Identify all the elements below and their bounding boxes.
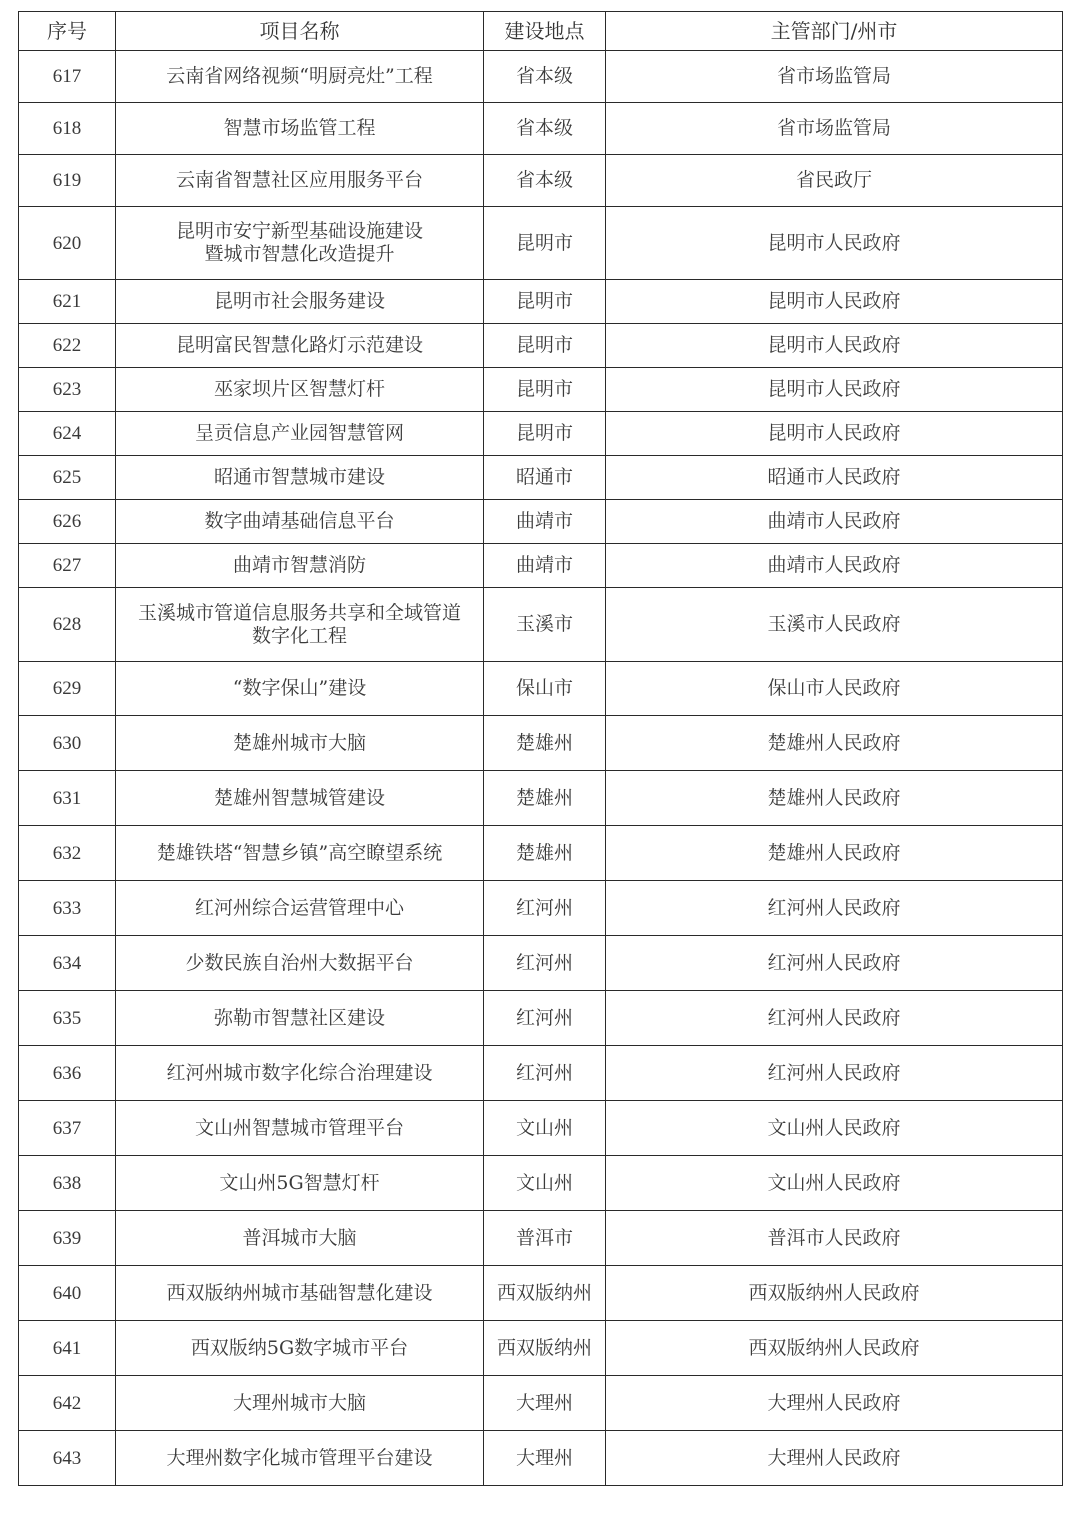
table-row [19, 936, 1063, 991]
table-row [19, 456, 1063, 500]
cell-department: 玉溪市人民政府 [606, 588, 1063, 662]
project-table [18, 11, 1063, 1486]
cell-location: 西双版纳州 [484, 1266, 606, 1321]
cell-serial-number: 626 [19, 500, 116, 544]
cell-project-name: 曲靖市智慧消防 [116, 544, 484, 588]
table-row [19, 368, 1063, 412]
cell-location: 楚雄州 [484, 826, 606, 881]
table-row [19, 662, 1063, 716]
cell-department: 保山市人民政府 [606, 662, 1063, 716]
header-location: 建设地点 [484, 12, 606, 51]
table-header-row [19, 12, 1063, 51]
cell-department: 红河州人民政府 [606, 1046, 1063, 1101]
cell-location: 红河州 [484, 936, 606, 991]
cell-project-name: 弥勒市智慧社区建设 [116, 991, 484, 1046]
cell-project-name: 楚雄铁塔“智慧乡镇”高空瞭望系统 [116, 826, 484, 881]
cell-serial-number: 622 [19, 324, 116, 368]
cell-department: 楚雄州人民政府 [606, 716, 1063, 771]
cell-location: 普洱市 [484, 1211, 606, 1266]
cell-project-name: “数字保山”建设 [116, 662, 484, 716]
cell-department: 红河州人民政府 [606, 881, 1063, 936]
cell-project-name: 大理州城市大脑 [116, 1376, 484, 1431]
cell-location: 曲靖市 [484, 544, 606, 588]
cell-serial-number: 619 [19, 155, 116, 207]
cell-project-name: 普洱城市大脑 [116, 1211, 484, 1266]
cell-project-name: 文山州5G智慧灯杆 [116, 1156, 484, 1211]
cell-department: 昆明市人民政府 [606, 207, 1063, 280]
cell-department: 曲靖市人民政府 [606, 500, 1063, 544]
table-row [19, 280, 1063, 324]
cell-location: 昆明市 [484, 280, 606, 324]
cell-location: 西双版纳州 [484, 1321, 606, 1376]
cell-serial-number: 633 [19, 881, 116, 936]
cell-location: 昆明市 [484, 324, 606, 368]
cell-project-name: 文山州智慧城市管理平台 [116, 1101, 484, 1156]
cell-location: 省本级 [484, 51, 606, 103]
cell-location: 文山州 [484, 1101, 606, 1156]
table-row [19, 412, 1063, 456]
table-row [19, 1211, 1063, 1266]
table-row [19, 1431, 1063, 1486]
cell-location: 保山市 [484, 662, 606, 716]
cell-location: 昆明市 [484, 368, 606, 412]
project-name-line-1: 昆明市安宁新型基础设施建设 [175, 220, 423, 242]
cell-serial-number: 638 [19, 1156, 116, 1211]
table-row [19, 1376, 1063, 1431]
table-row [19, 103, 1063, 155]
table-row [19, 500, 1063, 544]
table-row [19, 1156, 1063, 1211]
cell-location: 红河州 [484, 881, 606, 936]
cell-department: 昆明市人民政府 [606, 368, 1063, 412]
table-row [19, 826, 1063, 881]
cell-serial-number: 628 [19, 588, 116, 662]
cell-project-name: 西双版纳州城市基础智慧化建设 [116, 1266, 484, 1321]
cell-department: 大理州人民政府 [606, 1431, 1063, 1486]
table-row [19, 1101, 1063, 1156]
cell-project-name: 楚雄州智慧城管建设 [116, 771, 484, 826]
cell-department: 楚雄州人民政府 [606, 771, 1063, 826]
cell-department: 曲靖市人民政府 [606, 544, 1063, 588]
cell-serial-number: 630 [19, 716, 116, 771]
cell-department: 西双版纳州人民政府 [606, 1321, 1063, 1376]
cell-serial-number: 620 [19, 207, 116, 280]
cell-location: 大理州 [484, 1376, 606, 1431]
cell-serial-number: 640 [19, 1266, 116, 1321]
cell-project-name: 西双版纳5G数字城市平台 [116, 1321, 484, 1376]
cell-department: 省市场监管局 [606, 51, 1063, 103]
header-department: 主管部门/州市 [606, 12, 1063, 51]
cell-department: 昭通市人民政府 [606, 456, 1063, 500]
table-row [19, 51, 1063, 103]
cell-serial-number: 618 [19, 103, 116, 155]
project-name-line-2: 数字化工程 [251, 624, 347, 647]
cell-department: 昆明市人民政府 [606, 324, 1063, 368]
cell-project-name: 昆明富民智慧化路灯示范建设 [116, 324, 484, 368]
cell-location: 楚雄州 [484, 716, 606, 771]
cell-serial-number: 625 [19, 456, 116, 500]
cell-location: 昆明市 [484, 412, 606, 456]
cell-project-name: 巫家坝片区智慧灯杆 [116, 368, 484, 412]
table-row [19, 991, 1063, 1046]
cell-serial-number: 634 [19, 936, 116, 991]
cell-location: 昆明市 [484, 207, 606, 280]
project-name-line-2: 暨城市智慧化改造提升 [204, 243, 395, 265]
header-serial-number: 序号 [19, 12, 116, 51]
cell-project-name [116, 207, 484, 280]
table-row [19, 588, 1063, 662]
cell-department: 西双版纳州人民政府 [606, 1266, 1063, 1321]
cell-department: 昆明市人民政府 [606, 280, 1063, 324]
cell-serial-number: 639 [19, 1211, 116, 1266]
cell-department: 文山州人民政府 [606, 1156, 1063, 1211]
cell-project-name: 云南省智慧社区应用服务平台 [116, 155, 484, 207]
cell-department: 楚雄州人民政府 [606, 826, 1063, 881]
cell-department: 普洱市人民政府 [606, 1211, 1063, 1266]
cell-serial-number: 635 [19, 991, 116, 1046]
cell-project-name: 红河州综合运营管理中心 [116, 881, 484, 936]
cell-project-name: 智慧市场监管工程 [116, 103, 484, 155]
cell-project-name: 昆明市社会服务建设 [116, 280, 484, 324]
cell-project-name: 少数民族自治州大数据平台 [116, 936, 484, 991]
cell-department: 省市场监管局 [606, 103, 1063, 155]
cell-location: 省本级 [484, 155, 606, 207]
cell-department: 文山州人民政府 [606, 1101, 1063, 1156]
cell-serial-number: 643 [19, 1431, 116, 1486]
cell-location: 红河州 [484, 991, 606, 1046]
cell-department: 昆明市人民政府 [606, 412, 1063, 456]
cell-project-name: 楚雄州城市大脑 [116, 716, 484, 771]
cell-serial-number: 637 [19, 1101, 116, 1156]
table-row [19, 155, 1063, 207]
cell-serial-number: 623 [19, 368, 116, 412]
table-row [19, 1046, 1063, 1101]
cell-location: 玉溪市 [484, 588, 606, 662]
table-row [19, 544, 1063, 588]
table-row [19, 1266, 1063, 1321]
cell-project-name: 数字曲靖基础信息平台 [116, 500, 484, 544]
cell-department: 红河州人民政府 [606, 936, 1063, 991]
cell-serial-number: 641 [19, 1321, 116, 1376]
cell-serial-number: 624 [19, 412, 116, 456]
project-name-line-1: 玉溪城市管道信息服务共享和全域管道 [137, 601, 461, 624]
table-row [19, 716, 1063, 771]
cell-project-name [116, 588, 484, 662]
table-row [19, 771, 1063, 826]
cell-serial-number: 629 [19, 662, 116, 716]
cell-department: 省民政厅 [606, 155, 1063, 207]
table-row [19, 881, 1063, 936]
table-row [19, 1321, 1063, 1376]
cell-location: 红河州 [484, 1046, 606, 1101]
cell-project-name: 云南省网络视频“明厨亮灶”工程 [116, 51, 484, 103]
cell-department: 大理州人民政府 [606, 1376, 1063, 1431]
cell-serial-number: 636 [19, 1046, 116, 1101]
cell-location: 曲靖市 [484, 500, 606, 544]
cell-location: 昭通市 [484, 456, 606, 500]
cell-department: 红河州人民政府 [606, 991, 1063, 1046]
header-project-name: 项目名称 [116, 12, 484, 51]
cell-serial-number: 632 [19, 826, 116, 881]
cell-location: 省本级 [484, 103, 606, 155]
cell-location: 文山州 [484, 1156, 606, 1211]
cell-serial-number: 621 [19, 280, 116, 324]
table-row [19, 207, 1063, 280]
cell-project-name: 昭通市智慧城市建设 [116, 456, 484, 500]
table-row [19, 324, 1063, 368]
cell-serial-number: 627 [19, 544, 116, 588]
cell-serial-number: 642 [19, 1376, 116, 1431]
cell-project-name: 大理州数字化城市管理平台建设 [116, 1431, 484, 1486]
cell-serial-number: 631 [19, 771, 116, 826]
cell-location: 大理州 [484, 1431, 606, 1486]
cell-location: 楚雄州 [484, 771, 606, 826]
cell-project-name: 红河州城市数字化综合治理建设 [116, 1046, 484, 1101]
cell-project-name: 呈贡信息产业园智慧管网 [116, 412, 484, 456]
cell-serial-number: 617 [19, 51, 116, 103]
